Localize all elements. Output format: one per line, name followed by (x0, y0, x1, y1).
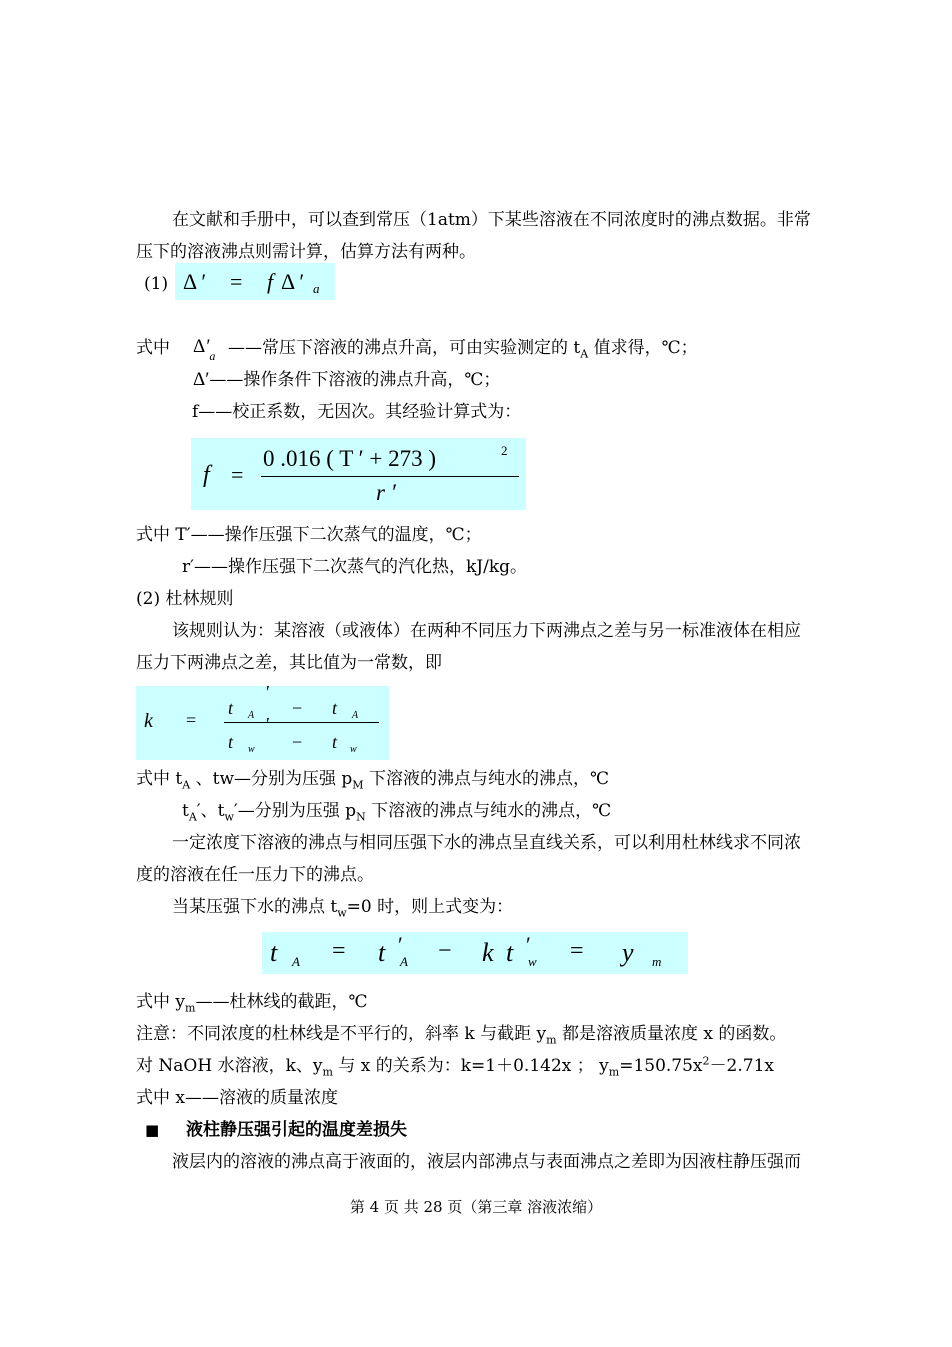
formula-1-eq: = (230, 269, 243, 294)
formula-f-numerator: 0 .016 ( T ′ + 273 ) (263, 446, 437, 471)
formula-k-num-t2: t (332, 698, 338, 718)
where1-label: 式中 (136, 338, 170, 358)
formula-k-den-sub1: w (248, 744, 255, 755)
section-bullet: ■ (145, 1121, 160, 1139)
where2-line2: r′——操作压强下二次蒸气的汽化热，kJ/kg。 (182, 557, 528, 577)
formula-y-y: y (622, 938, 634, 967)
formula-f-eq: = (231, 462, 244, 487)
formula-f-box (191, 438, 526, 510)
formula-k-num-prime: ′ (266, 682, 270, 702)
formula-k-den-minus: − (292, 732, 303, 752)
formula-y-y-sub: m (652, 954, 662, 969)
where2-line1: 式中 T′——操作压强下二次蒸气的温度，℃； (136, 525, 482, 545)
formula-y-k: k (482, 938, 494, 967)
formula-y-eq1: = (332, 938, 346, 964)
method2-para-1: 该规则认为：某溶液（或液体）在两种不同压力下两沸点之差与另一标准液体在相应 (172, 621, 801, 641)
notes-line4: 式中 x——溶液的质量浓度 (136, 1088, 338, 1108)
formula-k-box (136, 682, 389, 760)
method1-number: (1) (144, 274, 169, 294)
notes-line1: 式中 $y_m——$杜林线的截距，℃ (136, 992, 368, 1015)
para3-line2: 度的溶液在任一压力下的沸点。 (136, 865, 374, 885)
para3-line3: 当某压强下水的沸点 $t_w=0$ 时，则上式变为： (172, 897, 514, 920)
formula-y-t3-prime: ′ (526, 932, 531, 957)
where1-line2: Δ′——操作条件下溶液的沸点升高，℃； (193, 369, 501, 390)
where3-line2: $t_A'$、$t_w'—$分别为压强 $p_N$ 下溶液的沸点与纯水的沸点，℃ (182, 801, 612, 824)
formula-f-exp: 2 (501, 443, 508, 458)
where1-line3: f——校正系数，无因次。其经验计算式为： (192, 402, 522, 422)
formula-1-f: f (267, 269, 274, 294)
formula-y-t3-sub: w (528, 954, 537, 969)
formula-k-den-prime: ′ (266, 714, 270, 734)
formula-y-t3: t (506, 938, 514, 967)
notes-line3: 对 NaOH 水溶液，k、$y_m$ 与 x 的关系为：k=1＋0.142x ； $y_m=150.75x^2-2.71x$ (136, 1054, 774, 1079)
where1-sym1: $\Delta'_a$ (193, 336, 216, 363)
formula-f-lhs: f (203, 462, 210, 488)
formula-y-box (262, 932, 688, 974)
formula-k-lhs: k (144, 710, 153, 732)
where3-line1: 式中 $t_A$ 、tw—分别为压强 $p_M$ 下溶液的沸点与纯水的沸点，℃ (136, 769, 609, 792)
formula-y-minus: − (438, 938, 452, 964)
formula-k-den-t1: t (228, 732, 234, 752)
section-title: 液柱静压强引起的温度差损失 (186, 1120, 407, 1140)
formula-f-bar (261, 476, 519, 477)
formula-k-bar (224, 722, 379, 723)
method2-heading: (2) 杜林规则 (136, 589, 234, 609)
page-footer: 第 4 页 共 28 页（第三章 溶液浓缩） (349, 1198, 603, 1216)
method2-para-2: 压力下两沸点之差，其比值为一常数，即 (136, 653, 442, 673)
formula-k-den-t2: t (332, 732, 338, 752)
formula-y-t2-sub: A (400, 954, 408, 969)
section-para-1: 液层内的溶液的沸点高于液面的，液层内部沸点与表面沸点之差即为因液柱静压强而 (172, 1152, 801, 1172)
formula-k-num-sub2: A (352, 710, 359, 721)
formula-y-t: t (270, 938, 278, 967)
para3-line1: 一定浓度下溶液的沸点与相同压强下水的沸点呈直线关系，可以利用杜林线求不同浓 (172, 833, 801, 853)
formula-k-num-minus: − (292, 698, 303, 718)
intro-line-1: 在文献和手册中，可以查到常压（1atm）下某些溶液在不同浓度时的沸点数据。非常 (172, 210, 811, 230)
formula-f-denominator: r ′ (376, 480, 396, 505)
where1-desc1: ——常压下溶液的沸点升高，可由实验测定的 $t_A$ 值求得，℃； (228, 338, 698, 361)
formula-k-den-sub2: w (350, 744, 357, 755)
formula-k-eq: = (186, 710, 197, 730)
formula-1-box (175, 263, 335, 300)
formula-k-num-sub1: A (248, 710, 255, 721)
formula-1-lhs: Δ ′ (183, 269, 207, 294)
notes-line2: 注意：不同浓度的杜林线是不平行的，斜率 k 与截距 $y_m$ 都是溶液质量浓度 x 的函数。 (136, 1024, 787, 1047)
formula-1-delta: Δ ′ (281, 269, 305, 294)
formula-y-t2-prime: ′ (398, 932, 403, 957)
formula-y-eq2: = (570, 938, 584, 964)
formula-y-t-sub: A (292, 954, 300, 969)
formula-1-sub: a (313, 281, 320, 296)
formula-y-t2: t (378, 938, 386, 967)
formula-k-num-t1: t (228, 698, 234, 718)
intro-line-2: 压下的溶液沸点则需计算，估算方法有两种。 (136, 242, 476, 262)
